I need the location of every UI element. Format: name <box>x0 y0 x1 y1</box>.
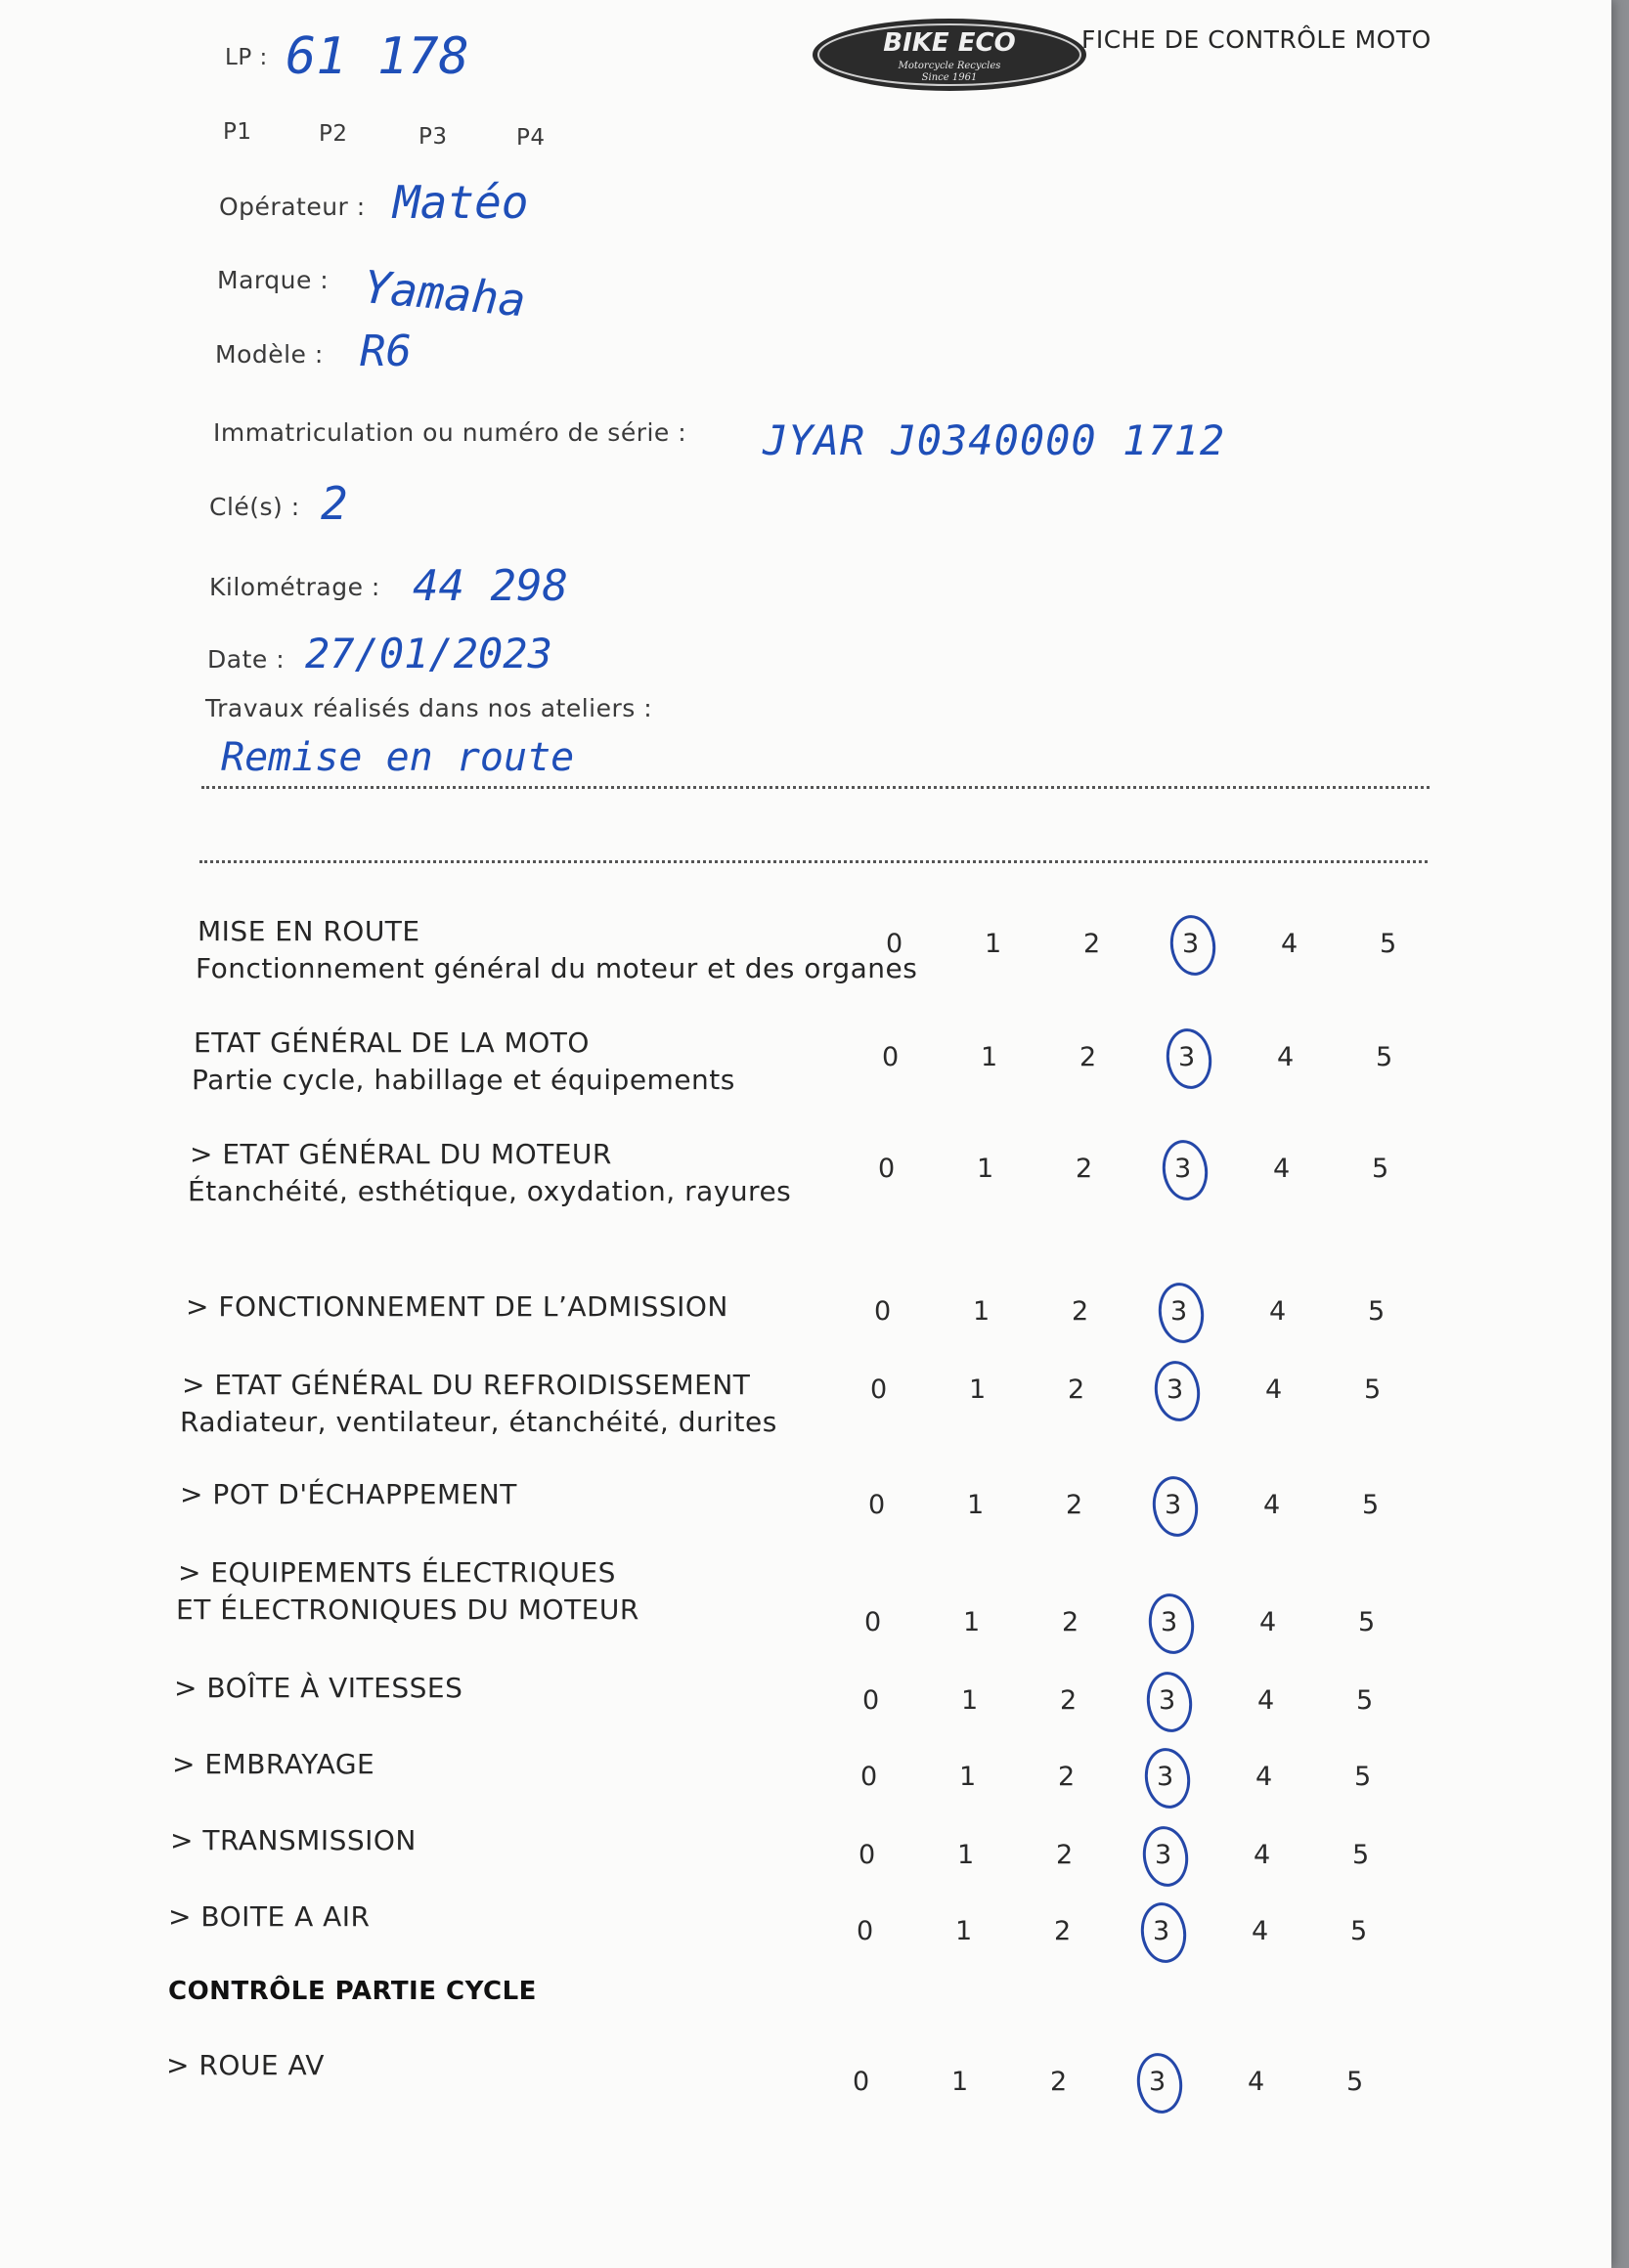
travaux-value: Remise en route <box>221 735 575 780</box>
score-option-4[interactable]: 4 <box>1252 1916 1269 1946</box>
immat-label: Immatriculation ou numéro de série : <box>213 418 687 447</box>
item-subtitle: Radiateur, ventilateur, étanchéité, durites <box>180 1406 777 1438</box>
p4-label: P4 <box>516 125 546 151</box>
score-option-4[interactable]: 4 <box>1265 1374 1283 1405</box>
score-option-1[interactable]: 1 <box>963 1607 981 1637</box>
p2-label: P2 <box>319 121 348 147</box>
score-option-2[interactable]: 2 <box>1072 1296 1089 1327</box>
score-option-3[interactable]: 3 <box>1155 1840 1172 1870</box>
operateur-label: Opérateur : <box>219 193 366 221</box>
score-option-3[interactable]: 3 <box>1167 1374 1184 1405</box>
score-option-1[interactable]: 1 <box>959 1762 977 1792</box>
score-option-2[interactable]: 2 <box>1058 1762 1076 1792</box>
score-option-0[interactable]: 0 <box>870 1374 888 1405</box>
score-option-1[interactable]: 1 <box>973 1296 991 1327</box>
cles-label: Clé(s) : <box>209 493 300 521</box>
score-option-2[interactable]: 2 <box>1068 1374 1085 1405</box>
item-title: > ETAT GÉNÉRAL DU MOTEUR <box>190 1138 612 1170</box>
score-option-5[interactable]: 5 <box>1362 1490 1380 1520</box>
score-option-3[interactable]: 3 <box>1157 1762 1174 1792</box>
p1-label: P1 <box>223 119 252 145</box>
score-option-1[interactable]: 1 <box>985 929 1002 959</box>
score-option-2[interactable]: 2 <box>1050 2067 1068 2097</box>
score-option-1[interactable]: 1 <box>967 1490 985 1520</box>
item-title: > EMBRAYAGE <box>172 1748 375 1780</box>
selected-score-circle <box>1133 2050 1186 2116</box>
modele-label: Modèle : <box>215 340 324 369</box>
lp-value: 61 178 <box>286 27 469 86</box>
item-title: > BOITE A AIR <box>168 1900 371 1933</box>
selected-score-circle <box>1145 1591 1198 1657</box>
score-option-5[interactable]: 5 <box>1364 1374 1382 1405</box>
score-option-0[interactable]: 0 <box>853 2067 870 2097</box>
score-option-5[interactable]: 5 <box>1358 1607 1376 1637</box>
selected-score-circle <box>1149 1473 1202 1540</box>
score-option-3[interactable]: 3 <box>1174 1154 1192 1184</box>
score-option-4[interactable]: 4 <box>1248 2067 1265 2097</box>
item-title: > ROUE AV <box>166 2049 325 2081</box>
score-option-4[interactable]: 4 <box>1259 1607 1277 1637</box>
score-option-1[interactable]: 1 <box>961 1685 979 1716</box>
score-option-0[interactable]: 0 <box>874 1296 892 1327</box>
item-subtitle: ET ÉLECTRONIQUES DU MOTEUR <box>176 1593 639 1626</box>
score-option-2[interactable]: 2 <box>1054 1916 1072 1946</box>
score-option-2[interactable]: 2 <box>1079 1042 1097 1072</box>
item-title: > EQUIPEMENTS ÉLECTRIQUES <box>178 1556 616 1589</box>
score-option-2[interactable]: 2 <box>1076 1154 1093 1184</box>
item-title: ETAT GÉNÉRAL DE LA MOTO <box>194 1026 590 1059</box>
travaux-label: Travaux réalisés dans nos ateliers : <box>205 694 653 722</box>
score-option-0[interactable]: 0 <box>868 1490 886 1520</box>
km-label: Kilométrage : <box>209 573 380 601</box>
score-option-0[interactable]: 0 <box>857 1916 874 1946</box>
km-value: 44 298 <box>413 561 568 611</box>
date-label: Date : <box>207 645 286 674</box>
score-option-0[interactable]: 0 <box>886 929 903 959</box>
score-option-5[interactable]: 5 <box>1368 1296 1386 1327</box>
immat-value: JYAR J0340000 1712 <box>763 416 1226 464</box>
score-option-1[interactable]: 1 <box>955 1916 973 1946</box>
date-value: 27/01/2023 <box>305 630 552 677</box>
score-option-3[interactable]: 3 <box>1182 929 1200 959</box>
score-option-2[interactable]: 2 <box>1066 1490 1083 1520</box>
score-option-5[interactable]: 5 <box>1346 2067 1364 2097</box>
travaux-line-2 <box>199 860 1428 863</box>
selected-score-circle <box>1141 1745 1194 1811</box>
item-title: > FONCTIONNEMENT DE L’ADMISSION <box>186 1290 728 1323</box>
selected-score-circle <box>1155 1280 1208 1346</box>
score-option-4[interactable]: 4 <box>1255 1762 1273 1792</box>
cles-value: 2 <box>321 477 348 530</box>
score-option-5[interactable]: 5 <box>1372 1154 1389 1184</box>
score-option-3[interactable]: 3 <box>1178 1042 1196 1072</box>
selected-score-circle <box>1139 1823 1192 1890</box>
score-option-2[interactable]: 2 <box>1083 929 1101 959</box>
score-option-4[interactable]: 4 <box>1273 1154 1291 1184</box>
score-option-0[interactable]: 0 <box>882 1042 900 1072</box>
score-option-5[interactable]: 5 <box>1354 1762 1372 1792</box>
score-option-2[interactable]: 2 <box>1056 1840 1074 1870</box>
travaux-line-1 <box>201 786 1430 789</box>
modele-value: R6 <box>360 327 412 376</box>
score-option-4[interactable]: 4 <box>1281 929 1299 959</box>
item-title: > TRANSMISSION <box>170 1824 417 1856</box>
score-option-2[interactable]: 2 <box>1060 1685 1078 1716</box>
score-option-4[interactable]: 4 <box>1257 1685 1275 1716</box>
score-option-5[interactable]: 5 <box>1376 1042 1393 1072</box>
score-option-3[interactable]: 3 <box>1149 2067 1167 2097</box>
item-title: > ETAT GÉNÉRAL DU REFROIDISSEMENT <box>182 1369 751 1401</box>
score-option-0[interactable]: 0 <box>859 1840 876 1870</box>
marque-value: Yamaha <box>361 260 528 327</box>
section-cycle-heading: CONTRÔLE PARTIE CYCLE <box>168 1977 537 2006</box>
score-option-0[interactable]: 0 <box>860 1762 878 1792</box>
score-option-3[interactable]: 3 <box>1153 1916 1170 1946</box>
score-option-1[interactable]: 1 <box>969 1374 987 1405</box>
selected-score-circle <box>1163 1025 1215 1092</box>
score-option-2[interactable]: 2 <box>1062 1607 1079 1637</box>
score-option-4[interactable]: 4 <box>1263 1490 1281 1520</box>
item-title: MISE EN ROUTE <box>198 915 420 947</box>
selected-score-circle <box>1167 912 1219 979</box>
selected-score-circle <box>1151 1358 1204 1424</box>
marque-label: Marque : <box>217 266 330 294</box>
selected-score-circle <box>1137 1899 1190 1966</box>
score-option-4[interactable]: 4 <box>1277 1042 1295 1072</box>
score-option-4[interactable]: 4 <box>1254 1840 1271 1870</box>
score-option-0[interactable]: 0 <box>864 1607 882 1637</box>
score-option-4[interactable]: 4 <box>1269 1296 1287 1327</box>
p3-label: P3 <box>418 124 448 150</box>
item-title: > POT D'ÉCHAPPEMENT <box>180 1478 517 1510</box>
lp-label: LP : <box>225 45 268 70</box>
item-title: > BOÎTE À VITESSES <box>174 1672 463 1704</box>
score-option-3[interactable]: 3 <box>1159 1685 1176 1716</box>
item-subtitle: Partie cycle, habillage et équipements <box>192 1064 735 1096</box>
score-option-1[interactable]: 1 <box>977 1154 994 1184</box>
selected-score-circle <box>1143 1669 1196 1735</box>
bike-eco-logo <box>810 16 1089 94</box>
score-option-5[interactable]: 5 <box>1350 1916 1368 1946</box>
score-option-3[interactable]: 3 <box>1165 1490 1182 1520</box>
score-option-5[interactable]: 5 <box>1356 1685 1374 1716</box>
logo-tagline-2: Since 1961 <box>921 72 978 83</box>
score-option-5[interactable]: 5 <box>1380 929 1397 959</box>
item-subtitle: Fonctionnement général du moteur et des organes <box>196 952 918 984</box>
logo-tagline-1: Motorcycle Recycles <box>898 61 1001 71</box>
selected-score-circle <box>1159 1137 1211 1203</box>
logo-name: BIKE ECO <box>883 28 1016 58</box>
score-option-1[interactable]: 1 <box>951 2067 969 2097</box>
score-option-1[interactable]: 1 <box>981 1042 998 1072</box>
operateur-value: Matéo <box>393 176 529 229</box>
score-option-1[interactable]: 1 <box>957 1840 975 1870</box>
score-option-5[interactable]: 5 <box>1352 1840 1370 1870</box>
score-option-3[interactable]: 3 <box>1170 1296 1188 1327</box>
sheet-title: FICHE DE CONTRÔLE MOTO <box>1081 25 1431 54</box>
item-subtitle: Étanchéité, esthétique, oxydation, rayures <box>188 1175 792 1207</box>
score-option-0[interactable]: 0 <box>862 1685 880 1716</box>
score-option-3[interactable]: 3 <box>1161 1607 1178 1637</box>
score-option-0[interactable]: 0 <box>878 1154 896 1184</box>
